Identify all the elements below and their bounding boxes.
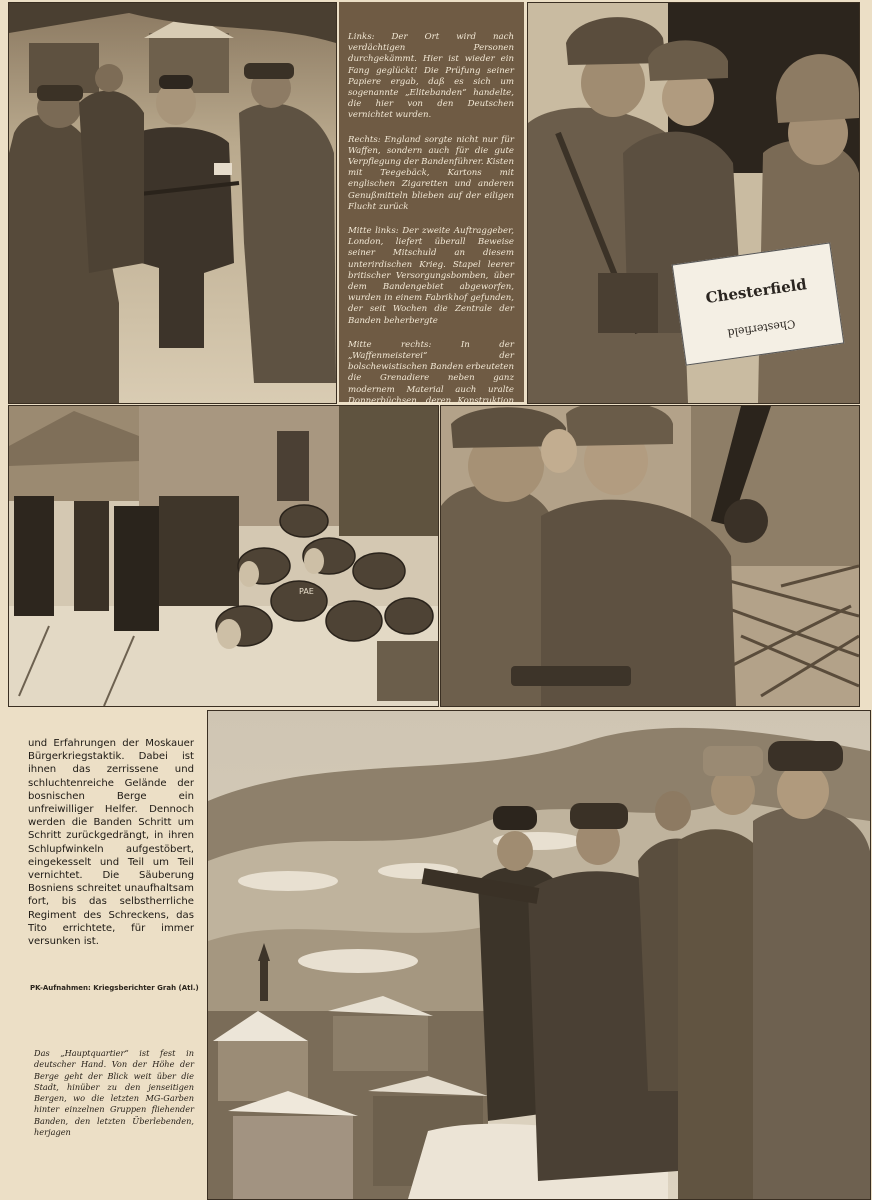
photo-papers-check-scene [9,3,336,403]
photo-antique-rifles [440,405,860,707]
photo-headquarters-view-scene [208,711,870,1199]
caption-rechts: Rechts: England sorgte nicht nur für Waffen, sondern auch für die gute Verpflegung der Bandenführer. Kisten mit Teegebäck, Kartons mit englischen Zigaretten und anderen Genußmitteln blieben auf der eiligen Flucht zurück [348,134,514,212]
caption-links: Links: Der Ort wird nach verdächtigen Personen durchgekämmt. Hier ist wieder ein Fang geglückt! Die Prüfung seiner Papiere ergab, daß es sich um sogenannte „Elitebanden“ handelte, die hier von den Deutschen vernichtet wurden. [348,32,514,121]
photo-supply-drums [8,405,439,707]
caption-box-top [339,2,524,406]
photo-headquarters-view [207,710,871,1200]
article-text: und Erfahrungen der Moskauer Bürgerkriegstaktik. Dabei ist ihnen das zerrissene und schluchtenreiche Gelände der bosnischen Berge ein unfreiwilliger Helfer. Dennoch werden die Banden Schritt um Schritt zurückgedrängt, in ihren Schlupfwinkeln aufgestöbert, eingekesselt und Teil um Teil vernichtet. Die Säuberung Bosniens schreitet unaufhaltsam fort, bis das selbstherrliche Regiment des Schreckens, das Tito errichtete, für immer versunken ist. [28,738,194,948]
drum-label-text: PAE [299,587,314,596]
photo-credit: PK-Aufnahmen: Kriegsberichter Grah (Atl.) [30,984,199,992]
photo-chesterfield [527,2,860,404]
photo-antique-rifles-scene [441,406,859,706]
caption-mitte-rechts: Mitte rechts: In der „Waffenmeisterei“ der bolschewistischen Banden erbeuteten die Grenadiere neben ganz modernem Material auch uralte Donnerbüchsen, deren Konstruktion [348,339,514,406]
photo-papers-check [8,2,337,404]
caption-mitte-links: Mitte links: Der zweite Auftraggeber, London, liefert überall Beweise seiner Mitschuld an diesem unterirdischen Krieg. Stapel leerer britischer Versorgungsbomben, über dem Bandengebiet abgeworfen, wurden in einem Fabrikhof gefunden, der seit Wochen die Zentrale der Banden beherbergte [348,226,514,326]
carton-brand-bottom: Chesterfield [726,317,797,340]
carton-brand-top: Chesterfield [704,275,808,308]
caption-headquarters: Das „Hauptquartier“ ist fest in deutscher Hand. Von der Höhe der Berge geht der Blick weit über die Stadt, hinüber zu den jenseitigen Bergen, wo die letzten MG-Garben hinter einzelnen Gruppen fliehender Banden, den letzten Überlebenden, herjagen [34,1048,194,1138]
photo-supply-drums-scene [9,406,438,706]
